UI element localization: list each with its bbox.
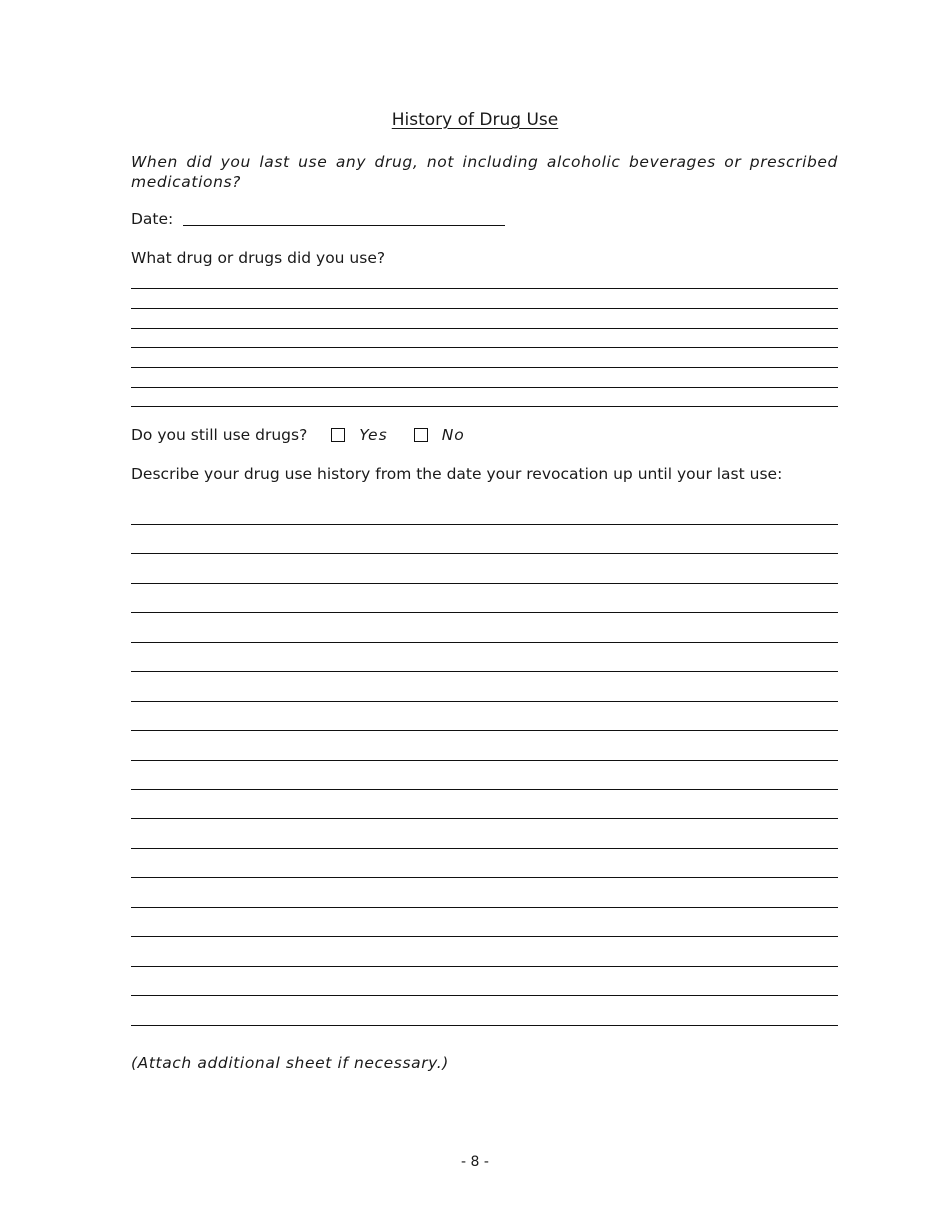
answer-line[interactable]	[131, 848, 838, 849]
still-use-row	[131, 426, 465, 444]
answer-line[interactable]	[131, 328, 838, 329]
answer-line[interactable]	[131, 1025, 838, 1026]
answer-line[interactable]	[131, 995, 838, 996]
answer-line[interactable]	[131, 308, 838, 309]
answer-line[interactable]	[131, 730, 838, 731]
drugs-question: What drug or drugs did you use?	[131, 249, 386, 267]
answer-line[interactable]	[131, 524, 838, 525]
no-label: No	[441, 426, 465, 444]
date-input-line[interactable]	[183, 225, 505, 226]
answer-line[interactable]	[131, 367, 838, 368]
answer-line[interactable]	[131, 789, 838, 790]
answer-line[interactable]	[131, 612, 838, 613]
answer-line[interactable]	[131, 553, 838, 554]
answer-line[interactable]	[131, 406, 838, 407]
no-checkbox[interactable]	[414, 428, 428, 442]
answer-line[interactable]	[131, 760, 838, 761]
yes-label: Yes	[359, 426, 388, 444]
answer-line[interactable]	[131, 347, 838, 348]
answer-line[interactable]	[131, 877, 838, 878]
date-label: Date:	[131, 210, 174, 228]
date-row	[131, 210, 505, 228]
answer-line[interactable]	[131, 583, 838, 584]
history-question: Describe your drug use history from the date your revocation up until your last use:	[131, 465, 783, 483]
answer-line[interactable]	[131, 936, 838, 937]
answer-line[interactable]	[131, 966, 838, 967]
answer-line[interactable]	[131, 387, 838, 388]
answer-line[interactable]	[131, 701, 838, 702]
page-title: History of Drug Use	[391, 110, 559, 130]
attach-note: (Attach additional sheet if necessary.)	[131, 1054, 449, 1072]
answer-line[interactable]	[131, 907, 838, 908]
yes-checkbox[interactable]	[331, 428, 345, 442]
still-use-question: Do you still use drugs?	[131, 426, 308, 444]
answer-line[interactable]	[131, 818, 838, 819]
last-use-question: When did you last use any drug, not including alcoholic beverages or prescribed medications?	[131, 153, 838, 191]
answer-line[interactable]	[131, 671, 838, 672]
answer-line[interactable]	[131, 642, 838, 643]
answer-line[interactable]	[131, 288, 838, 289]
page-number: - 8 -	[461, 1154, 489, 1170]
